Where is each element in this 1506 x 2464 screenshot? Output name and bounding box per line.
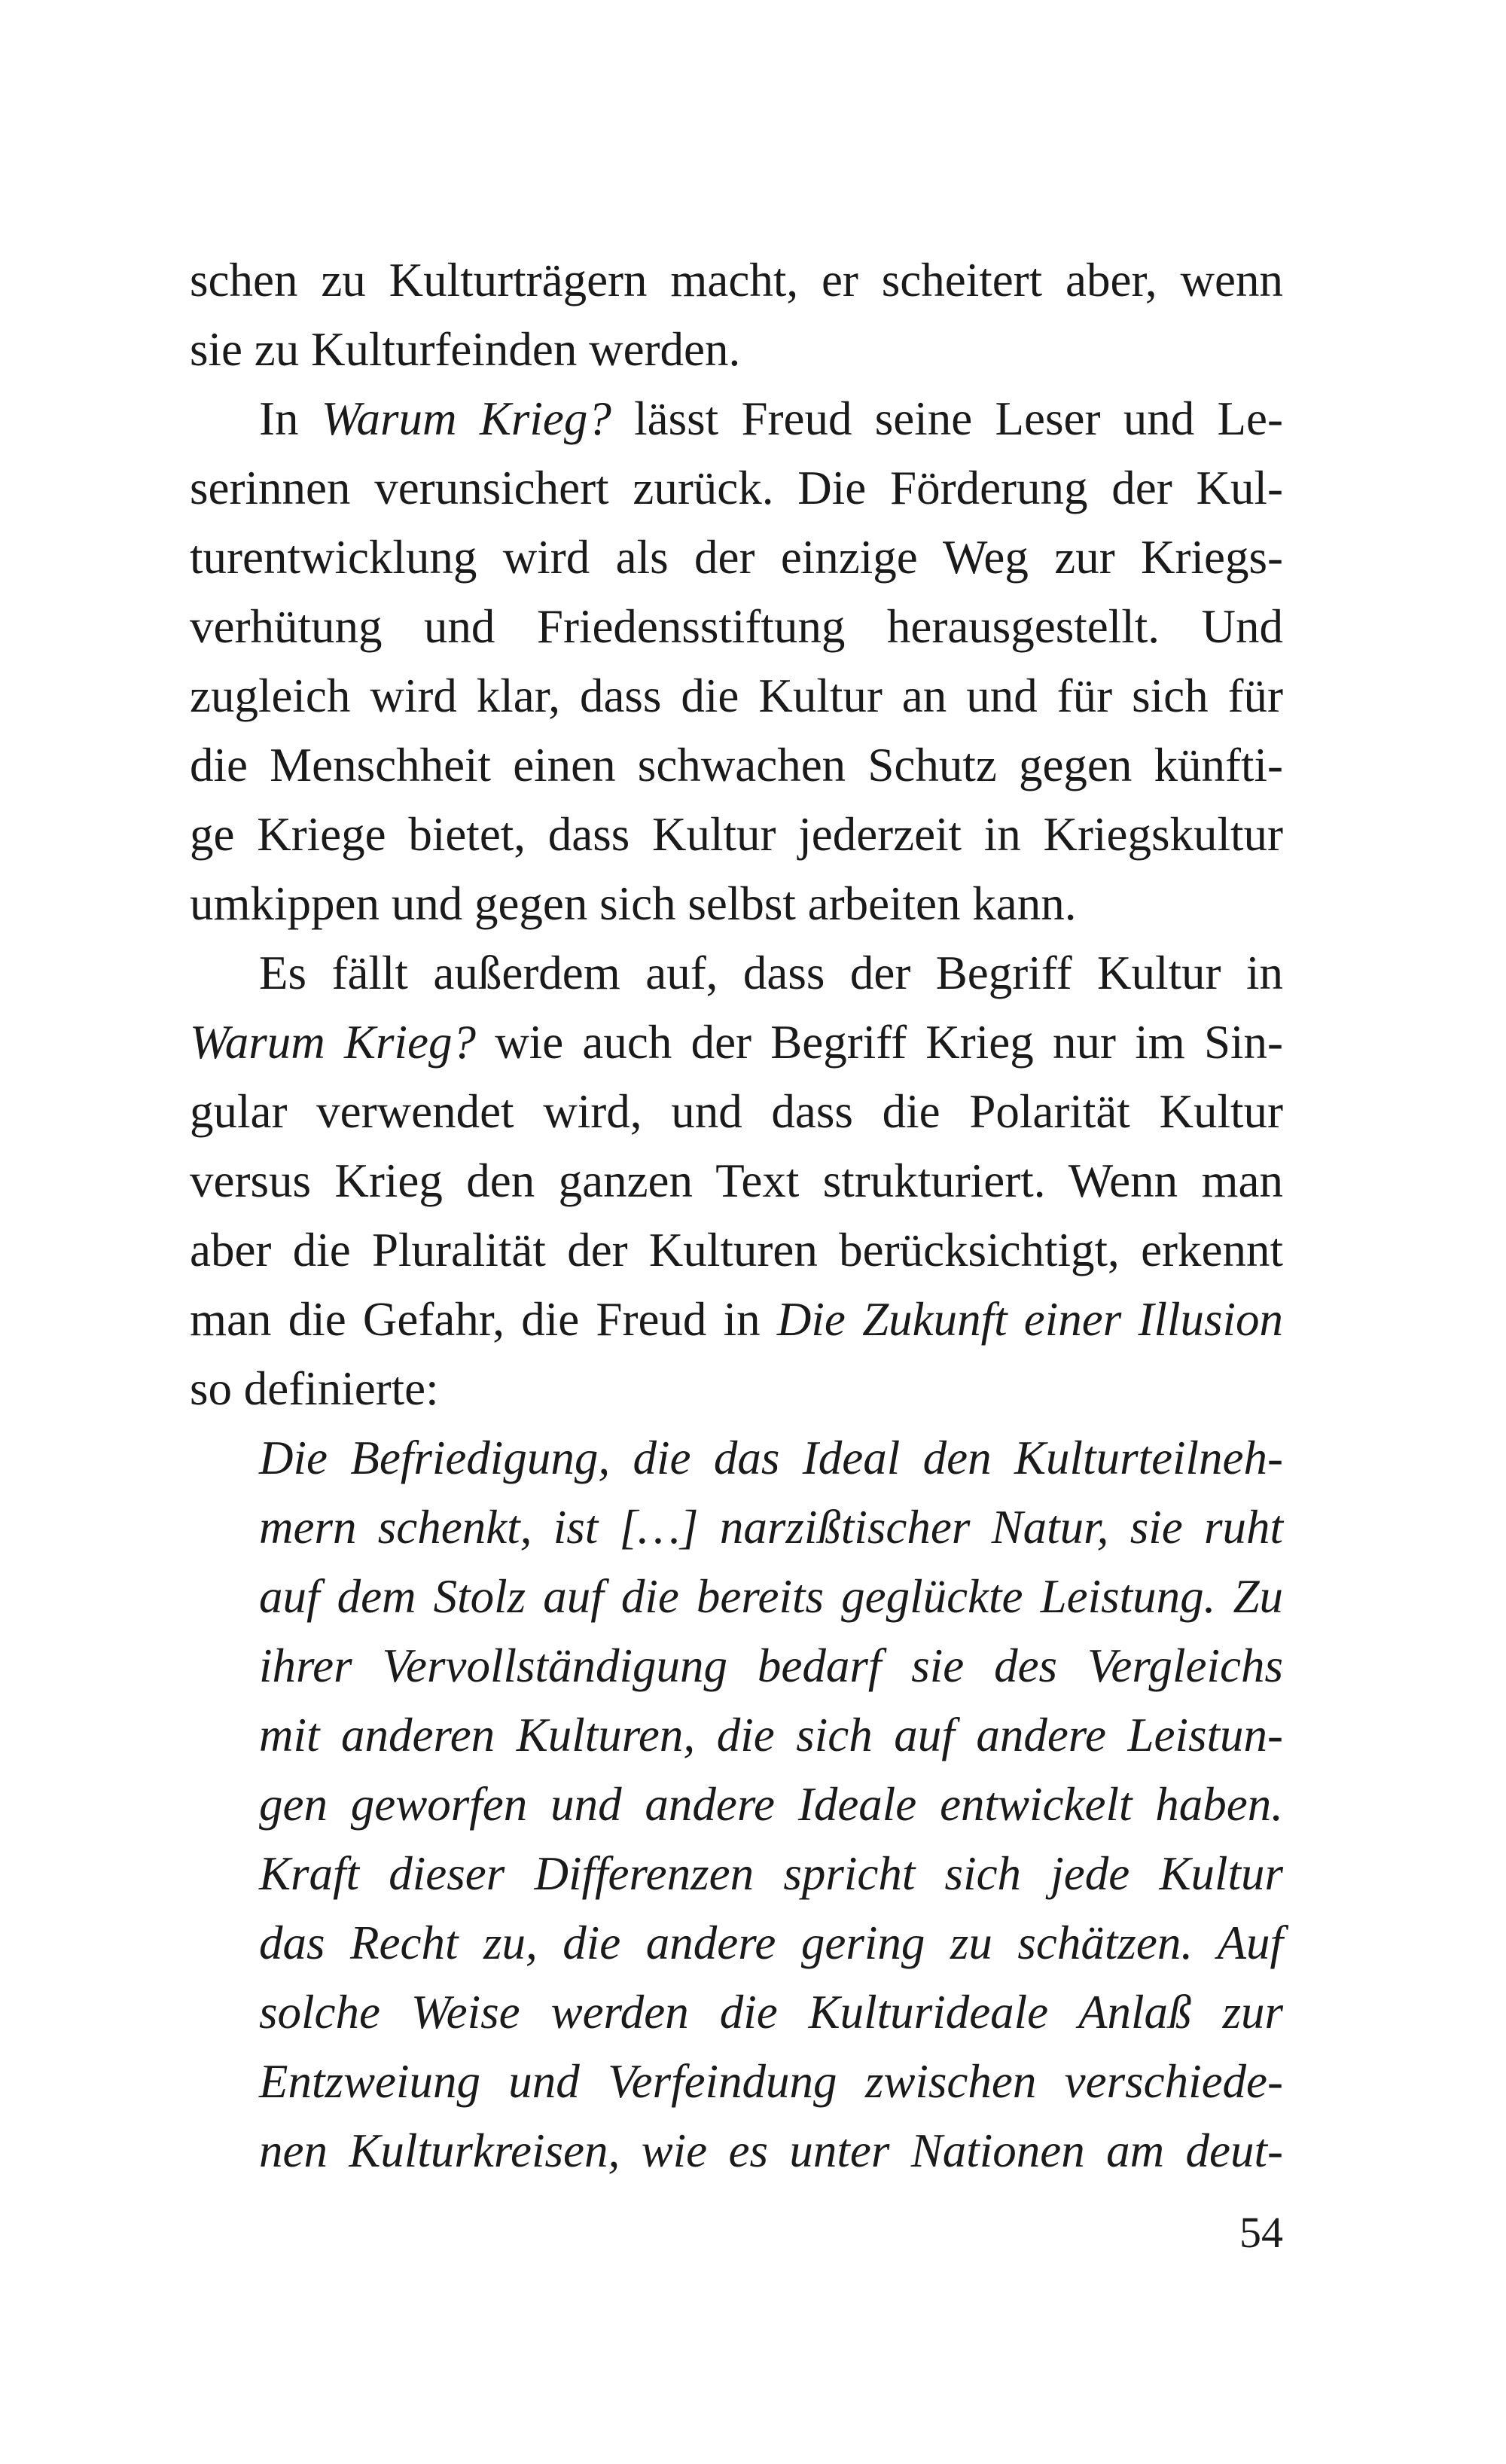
quote-line: nen Kulturkreisen, wie es unter Nationen am deut- xyxy=(259,2124,1283,2177)
text-run: versus Krieg den ganzen Text strukturiert. Wenn man xyxy=(190,1154,1283,1207)
text-line xyxy=(190,1008,1283,1077)
text-run: In xyxy=(259,392,322,445)
quote-line: ihrer Vervollständigung bedarf sie des Vergleichs xyxy=(259,1639,1283,1692)
text-run: Es fällt außerdem auf, dass der Begriff Kultur in xyxy=(259,947,1283,999)
quote-line: gen geworfen und andere Ideale entwickelt haben. xyxy=(259,1778,1283,1831)
page-number: 54 xyxy=(1239,2208,1283,2257)
text-line xyxy=(190,1146,1283,1215)
quote-line: mit anderen Kulturen, die sich auf andere Leistun- xyxy=(259,1709,1283,1761)
text-line xyxy=(190,592,1283,661)
text-run: turentwicklung wird als der einzige Weg zur Kriegs- xyxy=(190,531,1283,584)
text-line xyxy=(190,661,1283,730)
quote-line: das Recht zu, die andere gering zu schätzen. Auf xyxy=(259,1917,1283,1969)
text-line xyxy=(190,315,1283,384)
text-line xyxy=(190,245,1283,315)
text-run: sie zu Kulturfeinden werden. xyxy=(190,323,741,376)
italic-title: Warum Krieg? xyxy=(321,392,611,445)
text-line xyxy=(190,1354,1283,1423)
quote-line: Entzweiung und Verfeindung zwischen verschiede- xyxy=(259,2055,1283,2108)
text-line xyxy=(190,523,1283,592)
block-quote xyxy=(259,1423,1283,2185)
quote-line: solche Weise werden die Kulturideale Anlaß zur xyxy=(259,1986,1283,2039)
text-run: ge Kriege bietet, dass Kultur jederzeit in Kriegskultur xyxy=(190,808,1283,861)
text-run: man die Gefahr, die Freud in xyxy=(190,1293,777,1346)
text-line xyxy=(190,1077,1283,1146)
body-text xyxy=(190,245,1283,1423)
text-run: so definierte: xyxy=(190,1362,439,1415)
text-line xyxy=(190,453,1283,523)
text-run: wie auch der Begriff Krieg nur im Sin- xyxy=(475,1016,1283,1069)
italic-title: Die Zukunft einer Illusion xyxy=(776,1293,1283,1346)
quote-line: Die Befriedigung, die das Ideal den Kulturteilneh- xyxy=(259,1432,1283,1484)
quote-line: mern schenkt, ist […] narzißtischer Natur, sie ruht xyxy=(259,1501,1283,1554)
text-run: aber die Pluralität der Kulturen berücksichtigt, erkennt xyxy=(190,1224,1283,1276)
text-line xyxy=(190,800,1283,869)
text-line xyxy=(190,1215,1283,1285)
text-line xyxy=(190,384,1283,453)
text-run: zugleich wird klar, dass die Kultur an und für sich für xyxy=(190,669,1283,722)
text-line xyxy=(190,869,1283,938)
text-run: schen zu Kulturträgern macht, er scheitert aber, wenn xyxy=(190,254,1283,306)
text-line xyxy=(190,1285,1283,1354)
text-run: die Menschheit einen schwachen Schutz gegen künfti- xyxy=(190,739,1283,791)
quote-line: auf dem Stolz auf die bereits geglückte Leistung. Zu xyxy=(259,1570,1283,1623)
quote-line: Kraft dieser Differenzen spricht sich jede Kultur xyxy=(259,1847,1283,1900)
text-run: lässt Freud seine Leser und Le- xyxy=(611,392,1283,445)
text-run: verhütung und Friedensstiftung herausgestellt. Und xyxy=(190,600,1283,653)
text-run: serinnen verunsichert zurück. Die Förderung der Kul- xyxy=(190,462,1283,514)
text-line xyxy=(190,938,1283,1008)
italic-title: Warum Krieg? xyxy=(190,1016,476,1069)
text-line xyxy=(190,730,1283,800)
text-run: gular verwendet wird, und dass die Polarität Kultur xyxy=(190,1085,1283,1138)
text-run: umkippen und gegen sich selbst arbeiten kann. xyxy=(190,877,1077,930)
